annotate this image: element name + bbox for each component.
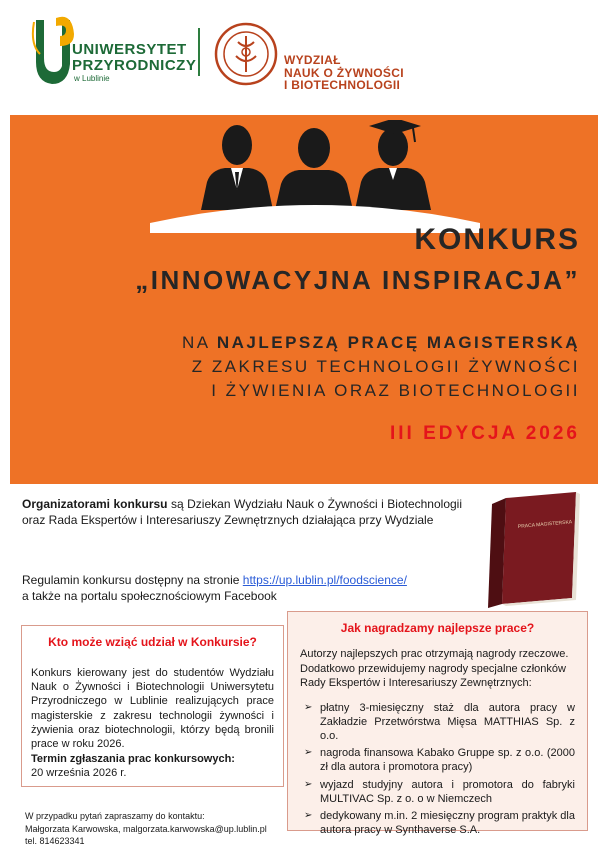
- prize-item: ➢ nagroda finansowa Kabako Gruppe sp. z o.o. (2000 zł dla autora i promotora pracy): [304, 747, 575, 774]
- university-line2: PRZYRODNICZY: [72, 57, 197, 74]
- subtitle-prefix: NA: [181, 333, 217, 352]
- organizers-paragraph: [22, 496, 462, 528]
- subtitle-line3: I ŻYWIENIA ORAZ BIOTECHNOLOGII: [211, 381, 580, 400]
- faculty-seal-icon: [214, 22, 278, 86]
- organizers-bold: Organizatorami konkursu: [22, 497, 168, 511]
- arrow-bullet-icon: ➢: [304, 747, 313, 759]
- edition-label: III EDYCJA 2026: [389, 423, 580, 444]
- book-label: PRACA MAGISTERSKA: [517, 519, 573, 530]
- who-text: Konkurs kierowany jest do studentów Wydziału Nauk o Żywności i Biotechnologii Uniwersytetu Przyrodniczego w Lublinie realizujących prace magisterskie z zakresu technologii żywności i żywienia oraz biotechnologii, którzy będą bronili prace w roku 2026.: [31, 667, 274, 751]
- prize-item: ➢ wyjazd studyjny autora i promotora do fabryki MULTIVAC Sp. z o. o w Niemczech: [304, 778, 575, 805]
- university-line3: w Lublinie: [74, 74, 110, 83]
- prize-item: ➢ dedykowany m.in. 2 miesięczny program praktyk dla autora pracy w Synthaverse S.A.: [304, 809, 575, 837]
- deadline-value: 20 września 2026 r.: [31, 767, 127, 780]
- university-line1: UNIWERSYTET: [72, 41, 187, 58]
- arrow-bullet-icon: ➢: [304, 778, 313, 790]
- contact-info: [25, 810, 267, 848]
- arrow-bullet-icon: ➢: [304, 809, 313, 821]
- prizes-heading: Jak nagradzamy najlepsze prace?: [340, 621, 535, 635]
- prizes-intro: Autorzy najlepszych prac otrzymają nagrody rzeczowe. Dodatkowo przewidujemy nagrody specjalne członków Rady Ekspertów i Interesariuszy Zewnętrznych:: [300, 648, 569, 689]
- faculty-line3: I BIOTECHNOLOGII: [284, 78, 401, 93]
- regulations-after: a także na portalu społecznościowym Facebook: [22, 589, 277, 603]
- faculty-line1: WYDZIAŁ: [284, 53, 341, 67]
- logo-divider: [198, 28, 200, 76]
- who-can-participate-box: [21, 625, 284, 787]
- deadline-label: Termin zgłaszania prac konkursowych:: [31, 753, 235, 766]
- title-konkurs: KONKURS: [414, 223, 580, 256]
- prizes-box: [287, 611, 588, 837]
- subtitle-line1: [10, 331, 580, 354]
- regulations-before: Regulamin konkursu dostępny na stronie: [22, 573, 243, 587]
- contact-line1: W przypadku pytań zapraszamy do kontaktu:: [25, 811, 205, 821]
- contact-line3: tel. 814623341: [25, 836, 85, 846]
- faculty-name: [284, 54, 404, 92]
- regulations-paragraph: [22, 572, 462, 604]
- subtitle-bold: NAJLEPSZĄ PRACĘ MAGISTERSKĄ: [216, 333, 580, 352]
- faculty-line2: NAUK O ŻYWNOŚCI: [284, 65, 404, 80]
- up-logo-icon: [30, 14, 76, 92]
- university-name: [72, 42, 196, 83]
- subtitle-line2: Z ZAKRESU TECHNOLOGII ŻYWNOŚCI: [191, 357, 580, 376]
- who-heading: Kto może wziąć udział w Konkursie?: [48, 635, 257, 649]
- thesis-book-icon: [472, 488, 588, 608]
- header-logos: [22, 14, 424, 94]
- contact-line2: Małgorzata Karwowska, malgorzata.karwowska@up.lublin.pl: [25, 823, 267, 834]
- regulations-link[interactable]: https://up.lublin.pl/foodscience/: [242, 573, 407, 587]
- prizes-list: [288, 701, 587, 838]
- arrow-bullet-icon: ➢: [304, 701, 313, 713]
- title-competition-name: „INNOWACYJNA INSPIRACJA”: [135, 265, 580, 295]
- organizers-text: są Dziekan Wydziału Nauk o Żywności i Biotechnologii oraz Rada Ekspertów i Interesariuszy Zewnętrznych działająca przy Wydziale: [22, 497, 462, 527]
- prize-item: ➢ płatny 3-miesięczny staż dla autora pracy w Zakładzie Przetwórstwa Mięsa MATTHIAS Sp. z o.o.: [304, 701, 575, 742]
